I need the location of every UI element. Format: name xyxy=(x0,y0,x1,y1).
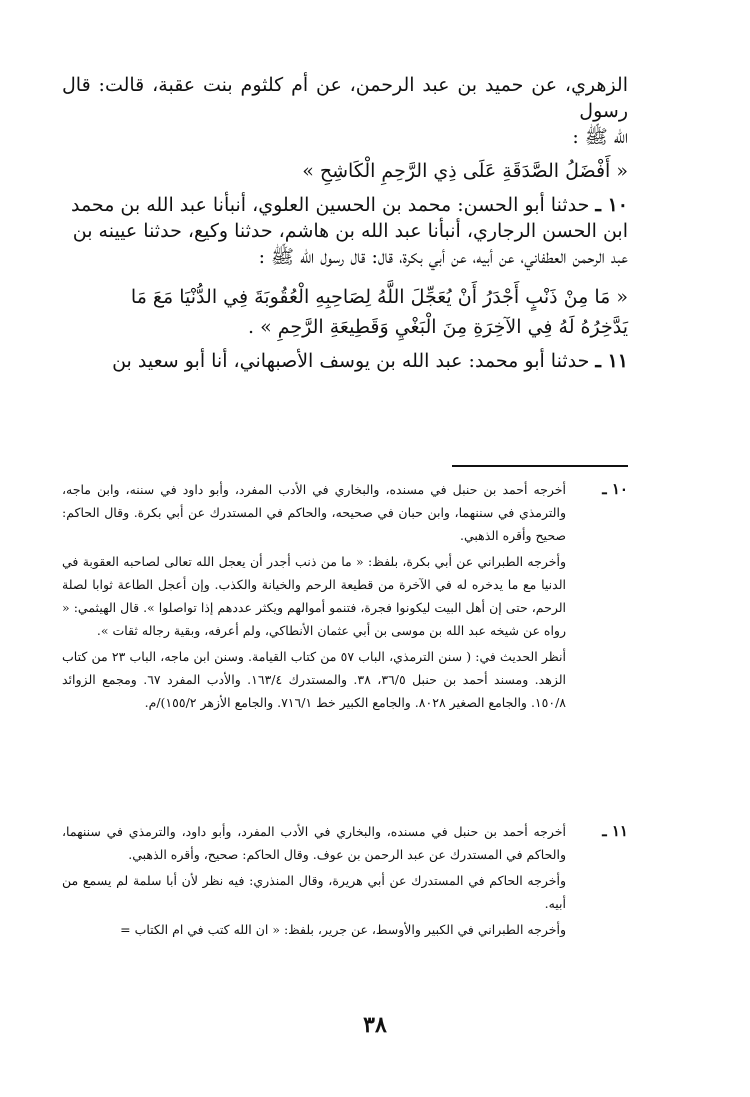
page-number: ٣٨ xyxy=(363,1012,387,1038)
footnote-number: ١٠ ـ xyxy=(602,480,628,498)
hadith-11-line xyxy=(62,348,628,374)
footnote-paragraph: وأخرجه الطبراني عن أبي بكرة، بلفظ: « ما من ذنب أجدر أن يعجل الله تعالى لصاحبه العقوبة في الدنيا مع ما يدخره له في الآخرة من قطيعة الرحم والخيانة والكذب. وإن أعجل الطاعة ثوابا لصلة الرحم، حتى إن أهل البيت ليكونوا فجرة، فتنمو أموالهم ويكثر عددهم إذا تواصلوا ». قال الهيثمي: « رواه عن شيخه عبد الله بن موسى بن أبي عثمان الأنطاكي، ولم أعرفه، وبقية رجاله ثقات ». xyxy=(62,554,566,638)
footnote-number: ١١ ـ xyxy=(602,822,628,840)
hadith-10-line xyxy=(62,192,628,218)
main-line: الزهري، عن حميد بن عبد الرحمن، عن أم كلثوم بنت عقبة، قالت: قال رسول xyxy=(62,74,628,122)
hadith-quote: « أَفْضَلُ الصَّدَقَةِ عَلَى ذِي الرَّحِمِ الْكَاشِحِ » xyxy=(302,160,628,182)
footnote-11 xyxy=(62,820,628,944)
main-line: الله ﷺ : xyxy=(572,126,628,148)
hadith-quote: يَدَّخِرُهُ لَهُ فِي الآخِرَةِ مِنَ الْبَغْيِ وَقَطِيعَةِ الرَّحِمِ » . xyxy=(248,316,628,338)
footnote-paragraph: أخرجه أحمد بن حنبل في مسنده، والبخاري في الأدب المفرد، وأبو داود، والترمذي في سننهما، والحاكم في المستدرك عن عبد الرحمن بن عوف. وقال الحاكم: صحيح، وأقره الذهبي. xyxy=(62,824,566,862)
hadith-number: ١٠ ـ xyxy=(595,194,628,216)
main-line: عبد الرحمن العطفاني، عن أبيه، عن أبي بكرة، قال: قال رسول الله ﷺ : xyxy=(258,246,628,268)
hadith-text: حدثنا أبو الحسن: محمد بن الحسين العلوي، أنبأنا عبد الله بن محمد xyxy=(70,194,590,216)
footnote-paragraph: أخرجه أحمد بن حنبل في مسنده، والبخاري في الأدب المفرد، وأبو داود في سننه، وابن ماجه، والترمذي في سننهما، وابن حبان في صحيحه، والحاكم في المستدرك عن أبي بكرة. وقال الحاكم: صحيح وأقره الذهبي. xyxy=(62,482,566,543)
footnote-10 xyxy=(62,478,628,717)
hadith-quote: « مَا مِنْ ذَنْبٍ أَجْدَرُ أَنْ يُعَجِّلَ اللَّهُ لِصَاحِبِهِ الْعُقُوبَةَ فِي الدُّنْيَا مَعَ مَا xyxy=(130,286,628,308)
main-text xyxy=(62,72,628,374)
footnote-paragraph: أنظر الحديث في: ( سنن الترمذي، الباب ٥٧ من كتاب القيامة. وسنن ابن ماجه، الباب ٢٣ من كتاب الزهد. ومسند أحمد بن حنبل ٣٦/٥، ٣٨. والمستدرك ١٦٣/٤. والأدب المفرد ٦٧. ومجمع الزوائد ١٥٠/٨. والجامع الصغير ٨٠٢٨. والجامع الكبير خط ٧١٦/١. والجامع الأزهر ١٥٥/٢)/م. xyxy=(62,649,566,710)
hadith-number: ١١ ـ xyxy=(595,350,628,372)
main-line: ابن الحسن الرجاري، أنبأنا عبد الله بن هاشم، حدثنا وكيع، حدثنا عيينه بن xyxy=(72,220,628,242)
footnote-paragraph: وأخرجه الحاكم في المستدرك عن أبي هريرة، وقال المنذري: فيه نظر لأن أبا سلمة لم يسمع من أبيه. xyxy=(62,873,566,911)
footnote-separator xyxy=(452,465,628,467)
footnote-paragraph: وأخرجه الطبراني في الكبير والأوسط، عن جرير، بلفظ: « ان الله كتب في ام الكتاب = xyxy=(120,922,566,937)
hadith-text: حدثنا أبو محمد: عبد الله بن يوسف الأصبهاني، أنا أبو سعيد بن xyxy=(112,350,590,372)
